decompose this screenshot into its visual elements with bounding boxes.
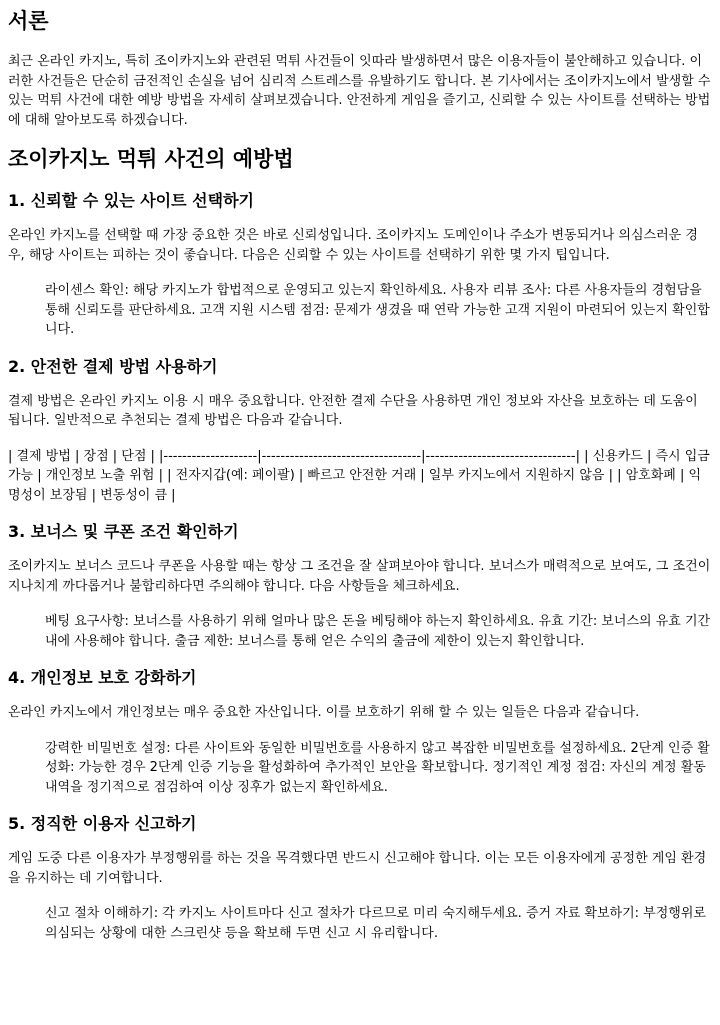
- section-2-heading: 2. 안전한 결제 방법 사용하기: [8, 356, 218, 376]
- intro-paragraph: 최근 온라인 카지노, 특히 조이카지노와 관련된 먹튀 사건들이 잇따라 발생하면서 많은 이용자들이 불안해하고 있습니다. 이러한 사건들은 단순히 금전적인 손실을 넘어 심리적 스트레스를 유발하기도 합니다. 본 기사에서는 조이카지노에서 발생할 수 있는 먹튀 사건에 대한 예방 방법을 자세히 살펴보겠습니다. 안전하게 게임을 즐기고, 신뢰할 수 있는 사이트를 선택하는 방법에 대해 알아보도록 하겠습니다.: [8, 54, 711, 128]
- section-5-heading: 5. 정직한 이용자 신고하기: [8, 814, 197, 833]
- section-2-body: 결제 방법은 온라인 카지노 이용 시 매우 중요합니다. 안전한 결제 수단을 사용하면 개인 정보와 자산을 보호하는 데 도움이 됩니다. 일반적으로 추천되는 결제 방법은 다음과 같습니다.: [8, 393, 698, 428]
- section-5-body: 게임 도중 다른 이용자가 부정행위를 하는 것을 목격했다면 반드시 신고해야 합니다. 이는 모든 이용자에게 공정한 게임 환경을 유지하는 데 기여합니다.: [8, 851, 707, 886]
- section-1-tips: 라이센스 확인: 해당 카지노가 합법적으로 운영되고 있는지 확인하세요. 사용자 리뷰 조사: 다른 사용자들의 경험담을 통해 신뢰도를 판단하세요. 고객 지원 시스템 점검: 문제가 생겼을 때 연락 가능한 고객 지원이 마련되어 있는지 확인합니다.: [45, 283, 710, 337]
- section-1-heading: 1. 신뢰할 수 있는 사이트 선택하기: [8, 191, 254, 210]
- article: [0, 8, 720, 943]
- section-3-heading: 3. 보너스 및 쿠폰 조건 확인하기: [8, 522, 239, 541]
- payment-table-text: | 결제 방법 | 장점 | 단점 | |--------------------|----------------------------------|--------------------------------| | 신용카드 | 즉시 입금 가능 | 개인정보 노출 위험 | | 전자지갑(예: 페이팔) | 빠르고 안전한 거래 | 일부 카지노에서 지원하지 않음 | | 암호화폐 | 익명성이 보장됨 | 변동성이 큼 |: [8, 448, 710, 503]
- section-4-tips: 강력한 비밀번호 설정: 다른 사이트와 동일한 비밀번호를 사용하지 않고 복잡한 비밀번호를 설정하세요. 2단계 인증 활성화: 가능한 경우 2단계 인증 기능을 활성화하여 추가적인 보안을 확보합니다. 정기적인 계정 점검: 자신의 계정 활동 내역을 정기적으로 점검하여 이상 징후가 없는지 확인하세요.: [45, 740, 710, 795]
- section-1-body: 온라인 카지노를 선택할 때 가장 중요한 것은 바로 신뢰성입니다. 조이카지노 도메인이나 주소가 변동되거나 의심스러운 경우, 해당 사이트는 피하는 것이 좋습니다. 다음은 신뢰할 수 있는 사이트를 선택하기 위한 몇 가지 팁입니다.: [8, 228, 698, 263]
- section-4-body: 온라인 카지노에서 개인정보는 매우 중요한 자산입니다. 이를 보호하기 위해 할 수 있는 일들은 다음과 같습니다.: [8, 705, 640, 720]
- section-3-body: 조이카지노 보너스 코드나 쿠폰을 사용할 때는 항상 그 조건을 잘 살펴보아야 합니다. 보너스가 매력적으로 보여도, 그 조건이 지나치게 까다롭거나 불합리하다면 주의해야 합니다. 다음 사항들을 체크하세요.: [8, 559, 711, 594]
- intro-heading: 서론: [8, 9, 49, 33]
- section-5-tips: 신고 절차 이해하기: 각 카지노 사이트마다 신고 절차가 다르므로 미리 숙지해두세요. 증거 자료 확보하기: 부정행위로 의심되는 상황에 대한 스크린샷 등을 확보해 두면 신고 시 유리합니다.: [45, 906, 706, 941]
- section-3-tips: 베팅 요구사항: 보너스를 사용하기 위해 얼마나 많은 돈을 베팅해야 하는지 확인하세요. 유효 기간: 보너스의 유효 기간 내에 사용해야 합니다. 출금 제한: 보너스를 통해 얻은 수익의 출금에 제한이 있는지 확인합니다.: [45, 614, 711, 649]
- section-4-heading: 4. 개인정보 보호 강화하기: [8, 668, 197, 687]
- main-heading: 조이카지노 먹튀 사건의 예방법: [8, 147, 294, 171]
